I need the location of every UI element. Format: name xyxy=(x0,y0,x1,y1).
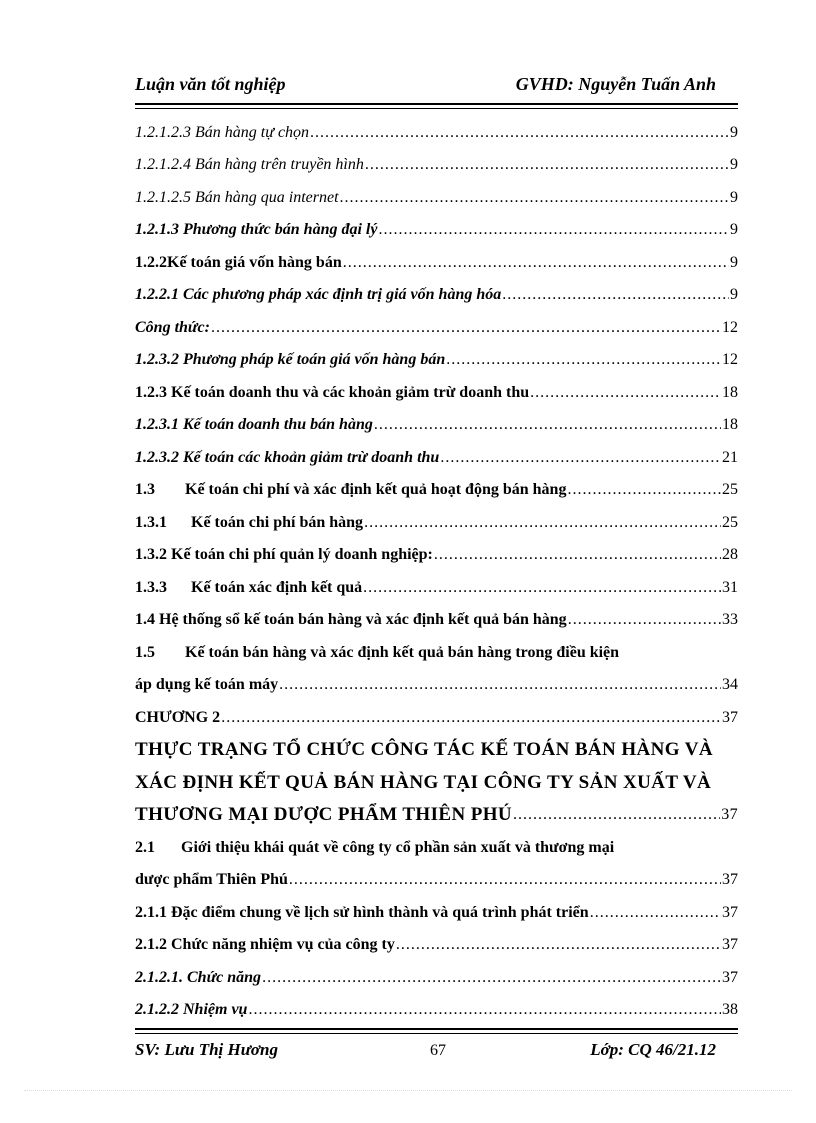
toc-leader-dots xyxy=(567,480,721,502)
toc-entry-title: CHƯƠNG 2 xyxy=(135,708,221,726)
toc-chapter-title[interactable] xyxy=(135,762,738,795)
toc-entry-title: Kế toán chi phí bán hàng xyxy=(191,513,364,531)
toc-entry-page: 9 xyxy=(730,286,738,303)
toc-entry[interactable] xyxy=(135,437,738,470)
toc-entry-title: 1.2.1.2.4 Bán hàng trên truyền hình xyxy=(135,156,364,173)
toc-entry-page: 37 xyxy=(722,903,738,921)
toc-entry-title: 1.4 Hệ thống sổ kế toán bán hàng và xác định kết quả bán hàng xyxy=(135,611,567,628)
toc-entry-page: 25 xyxy=(722,513,738,531)
toc-entry-title: 1.2.1.3 Phương thức bán hàng đại lý xyxy=(135,221,378,238)
footer-student: SV: Lưu Thị Hương xyxy=(135,1040,279,1059)
toc-leader-dots xyxy=(340,188,729,210)
toc-entry-title: Công thức: xyxy=(135,318,210,336)
toc-entry-title: 1.2.1.2.5 Bán hàng qua internet xyxy=(135,188,339,206)
toc-entry-title: dược phẩm Thiên Phú xyxy=(135,871,288,888)
toc-entry-page: 37 xyxy=(722,871,738,888)
toc-entry-page: 12 xyxy=(722,351,738,368)
toc-entry[interactable] xyxy=(135,112,738,145)
toc-entry-title: 2.1.1 Đặc điểm chung về lịch sử hình thành và quá trình phát triển xyxy=(135,903,589,921)
toc-leader-dots xyxy=(221,708,721,730)
toc-entry-page: 18 xyxy=(722,383,738,401)
toc-entry-title: 2.1.2 Chức năng nhiệm vụ của công ty xyxy=(135,936,395,953)
header-rule-thin xyxy=(135,108,738,109)
toc-entry-page: 37 xyxy=(722,936,738,953)
page-edge-divider xyxy=(24,1090,792,1092)
toc-leader-dots xyxy=(446,350,721,372)
toc-leader-dots xyxy=(310,123,729,145)
toc-entry[interactable] xyxy=(135,600,738,633)
toc-entry-page: 9 xyxy=(730,188,738,206)
page-number: 67 xyxy=(430,1042,446,1059)
toc-entry-page: 21 xyxy=(722,448,738,466)
toc-entry-page: 33 xyxy=(722,611,738,628)
toc-entry-page: 9 xyxy=(730,253,738,271)
toc-entry-title: Kế toán bán hàng và xác định kết quả bán hàng trong điều kiện xyxy=(185,643,620,661)
header-rule xyxy=(135,103,738,105)
toc-entry[interactable] xyxy=(135,210,738,243)
toc-leader-dots xyxy=(568,610,721,632)
table-of-contents xyxy=(135,112,738,1022)
toc-entry[interactable] xyxy=(135,827,738,860)
toc-entry[interactable] xyxy=(135,697,738,730)
toc-entry[interactable] xyxy=(135,275,738,308)
toc-entry-page: 9 xyxy=(730,156,738,173)
toc-entry-page: 18 xyxy=(722,416,738,433)
toc-entry-title: 1.2.3.2 Kế toán các khoản giảm trừ doanh thu xyxy=(135,448,440,466)
toc-leader-dots xyxy=(248,1000,721,1022)
toc-entry-number: 1.3.3 xyxy=(135,578,167,596)
toc-leader-dots xyxy=(434,545,721,567)
toc-entry-title: áp dụng kế toán máy xyxy=(135,676,279,693)
toc-entry-title: Giới thiệu khái quát về công ty cổ phần sản xuất và thương mại xyxy=(181,838,615,856)
toc-entry-title: Kế toán chi phí và xác định kết quả hoạt động bán hàng xyxy=(185,481,567,498)
toc-entry-number: 1.5 xyxy=(135,643,155,661)
header-thesis-label: Luận văn tốt nghiệp xyxy=(135,74,286,94)
toc-leader-dots xyxy=(365,155,729,177)
toc-leader-dots xyxy=(378,220,729,242)
toc-leader-dots xyxy=(590,903,721,925)
toc-entry[interactable] xyxy=(135,405,738,438)
toc-entry[interactable] xyxy=(135,242,738,275)
toc-entry-title: XÁC ĐỊNH KẾT QUẢ BÁN HÀNG TẠI CÔNG TY SẢN XUẤT VÀ xyxy=(135,771,712,793)
header-advisor: GVHD: Nguyễn Tuấn Anh xyxy=(515,74,716,94)
toc-leader-dots xyxy=(374,415,721,437)
toc-leader-dots xyxy=(211,318,721,340)
toc-entry-title: 1.2.2.1 Các phương pháp xác định trị giá vốn hàng hóa xyxy=(135,286,502,303)
toc-entry[interactable] xyxy=(135,372,738,405)
toc-entry-page: 37 xyxy=(722,708,738,726)
toc-leader-dots xyxy=(289,870,721,892)
toc-entry[interactable] xyxy=(135,145,738,178)
toc-entry[interactable] xyxy=(135,470,738,503)
toc-chapter-title[interactable] xyxy=(135,730,738,763)
toc-entry[interactable] xyxy=(135,340,738,373)
toc-chapter-title[interactable] xyxy=(135,795,738,828)
toc-leader-dots xyxy=(279,675,721,697)
toc-entry-page: 9 xyxy=(730,123,738,141)
toc-entry-page: 12 xyxy=(722,318,738,336)
toc-leader-dots xyxy=(530,383,721,405)
toc-entry-title: 1.2.3.2 Phương pháp kế toán giá vốn hàng bán xyxy=(135,351,446,368)
toc-leader-dots xyxy=(363,578,721,600)
toc-entry-continued[interactable] xyxy=(135,665,738,698)
footer-rule xyxy=(135,1028,738,1030)
toc-entry-title: 1.2.3 Kế toán doanh thu và các khoản giảm trừ doanh thu xyxy=(135,383,530,401)
toc-entry[interactable] xyxy=(135,990,738,1023)
toc-entry-title: 1.2.2Kế toán giá vốn hàng bán xyxy=(135,253,342,271)
page-header xyxy=(135,72,738,100)
toc-entry-title: THƯƠNG MẠI DƯỢC PHẨM THIÊN PHÚ xyxy=(135,804,513,825)
toc-leader-dots xyxy=(502,285,729,307)
toc-leader-dots xyxy=(513,805,720,827)
toc-entry-page: 31 xyxy=(722,578,738,596)
toc-entry-title: 1.2.3.1 Kế toán doanh thu bán hàng xyxy=(135,416,373,433)
toc-entry[interactable] xyxy=(135,632,738,665)
toc-entry-number: 2.1 xyxy=(135,838,155,856)
toc-entry-title: 2.1.2.2 Nhiệm vụ xyxy=(135,1001,248,1018)
toc-entry-page: 37 xyxy=(721,806,738,823)
toc-entry-page: 38 xyxy=(722,1001,738,1018)
footer-class: Lớp: CQ 46/21.12 xyxy=(590,1040,716,1059)
toc-leader-dots xyxy=(343,253,729,275)
toc-entry[interactable] xyxy=(135,925,738,958)
toc-entry-number: 1.3 xyxy=(135,481,155,498)
toc-entry[interactable] xyxy=(135,892,738,925)
toc-entry-page: 25 xyxy=(722,481,738,498)
toc-entry-page: 28 xyxy=(722,546,738,563)
toc-leader-dots xyxy=(440,448,721,470)
toc-entry[interactable] xyxy=(135,307,738,340)
toc-entry-page: 9 xyxy=(730,221,738,238)
toc-entry[interactable] xyxy=(135,177,738,210)
toc-entry[interactable] xyxy=(135,535,738,568)
page-footer xyxy=(135,1040,738,1064)
toc-leader-dots xyxy=(262,968,721,990)
toc-leader-dots xyxy=(364,513,721,535)
toc-entry-title: 2.1.2.1. Chức năng xyxy=(135,968,262,986)
toc-entry-continued[interactable] xyxy=(135,860,738,893)
toc-entry-title: THỰC TRẠNG TỔ CHỨC CÔNG TÁC KẾ TOÁN BÁN HÀNG VÀ xyxy=(135,739,713,760)
toc-entry[interactable] xyxy=(135,502,738,535)
toc-entry-title: Kế toán xác định kết quả xyxy=(191,578,363,596)
footer-rule-thin xyxy=(135,1033,738,1034)
toc-entry-number: 1.3.1 xyxy=(135,513,167,531)
toc-entry[interactable] xyxy=(135,957,738,990)
toc-entry-title: 1.2.1.2.3 Bán hàng tự chọn xyxy=(135,123,310,141)
toc-entry-page: 37 xyxy=(722,968,738,986)
toc-entry-title: 1.3.2 Kế toán chi phí quản lý doanh nghiệp: xyxy=(135,546,433,563)
toc-entry-page: 34 xyxy=(722,676,738,693)
toc-leader-dots xyxy=(396,935,721,957)
toc-entry[interactable] xyxy=(135,567,738,600)
